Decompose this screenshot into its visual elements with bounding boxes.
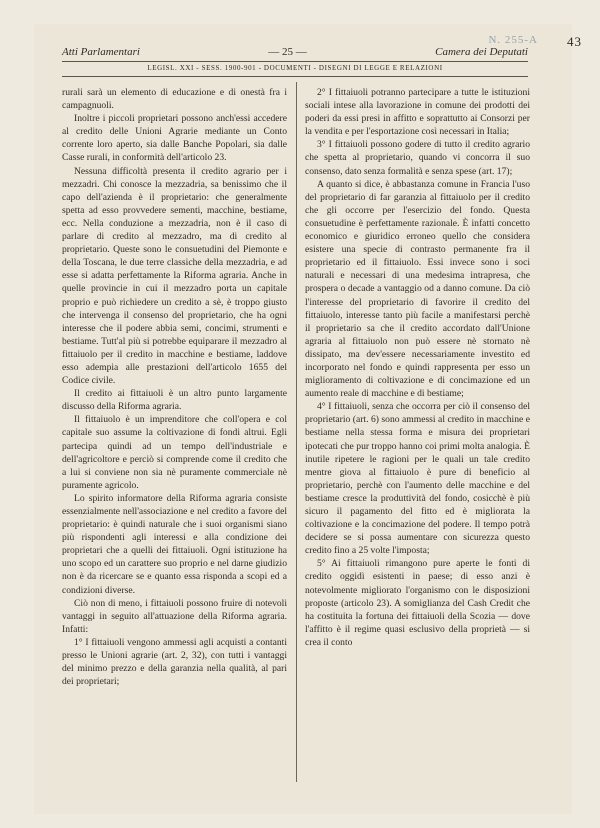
paragraph: A quanto si dice, è abbastanza comune in Francia l'uso del proprietario di far garanzia al fittaiuolo per il credito che gli occorre per l'esercizio del fondo. Questa consuetudine è perfettamente razionale. È infatti concetto economico e giuridico erroneo quello che considera esistere una specie di contrasto permanente fra il proprietario ed il fittaiuolo. Essi invece sono i soci naturali e necessari di una medesima intrapresa, che prospera o decade a vantaggio od a danno comune. Da ciò l'interesse del proprietario di favorire il credito del fittaiuolo, interesse tanto più facile a manifestarsi perchè il proprietario sa che il credito accordato dall'Unione agraria al fittaiuolo non può essere nè stornato nè dissipato, ma dev'essere necessariamente investito ed incorporato nel fondo e quindi rappresenta per esso un miglioramento di coltivazione e di concimazione ed un aumento reale di macchine e di bestiame;: [305, 178, 530, 400]
paragraph: 2° I fittaiuoli potranno partecipare a tutte le istituzioni sociali intese alla lavorazione in comune dei prodotti dei poderi da essi presi in affitto e soprattutto ai Consorzi per la vendita e per l'esportazione così necessari in Italia;: [305, 87, 530, 138]
header-subtitle: LEGISL. XXI - SESS. 1900-901 - DOCUMENTI - DISEGNI DI LEGGE E RELAZIONI: [147, 64, 443, 72]
paragraph: 4° I fittaiuoli, senza che occorra per ciò il consenso del proprietario (art. 6) sono ammessi al credito in macchine e bestiame nella stessa forma e misura dei proprietari ipotecati che pur troppo hanno coi primi molta analogia. È inutile ripetere le ragioni per le quali un tale credito mentre giova al fittaiuolo è pure di beneficio al proprietario, perchè con l'aumento delle macchine e del bestiame cresce la produttività del fondo, cosicchè è più sicuro il pagamento del fitto ed è migliorata la coltivazione e la concimazione del podere. Il tempo potrà decidere se si possa aumentare con sicurezza questo credito fino a 25 volte l'imposta;: [305, 401, 530, 557]
right-column: [305, 86, 530, 649]
paragraph: Inoltre i piccoli proprietari possono anch'essi accedere al credito delle Unioni Agrarie mediante un Conto corrente loro aperto, sia dalle Banche Popolari, sia dalle Casse rurali, in conformità dell'articolo 23.: [62, 113, 287, 164]
header-right: Camera dei Deputati: [435, 46, 528, 58]
paragraph: Il fittaiuolo è un imprenditore che coll'opera e col capitale suo assume la coltivazione di fondi altrui. Egli partecipa quindi ad un tempo dell'industriale e dell'agricoltore e perciò si comprende come il credito che a lui si conviene non sia nè puramente commerciale nè puramente agricolo.: [62, 414, 287, 491]
paragraph: 1° I fittaiuoli vengono ammessi agli acquisti a contanti presso le Unioni agrarie (art. 2, 32), con tutti i vantaggi del minimo prezzo e della garanzia nella qualità, al pari dei proprietari;: [62, 636, 287, 688]
paragraph: rurali sarà un elemento di educazione e di onestà fra i campagnuoli.: [62, 87, 287, 112]
header-rule-top: [62, 61, 528, 62]
running-header: [62, 46, 528, 58]
left-column: [62, 86, 287, 688]
paragraph: Nessuna difficoltà presenta il credito agrario per i mezzadri. Chi conosce la mezzadria, sa benissimo che il capo dell'azienda è il proprietario: che generalmente spetta ad esso provvedere sementi, macchine, bestiame, ecc. Nella conduzione a mezzadria, non è il caso di parlare di credito al mezzadro, ma di credito al proprietario. Queste sono le consuetudini del Piemonte e della Toscana, le due terre classiche della mezzadria, e ad esse si adatta perfettamente la Riforma agraria. Anche in quelle provincie in cui il mezzadro porta un capitale proprio e può richiedere un credito a sè, è troppo giusto che intervenga il consenso del proprietario, che ha ogni interesse che il podere abbia semi, concimi, strumenti e bestiame. Tutt'al più si potrebbe equiparare il mezzadro al fittaiuolo per il credito in macchine e bestiame, laddove esso adempia alle prestazioni dell'articolo 1655 del Codice civile.: [62, 165, 287, 387]
header-rule-bottom: [62, 76, 528, 77]
paragraph: Ciò non di meno, i fittaiuoli possono fruire di notevoli vantaggi in seguito all'attuazione della Riforma agraria. Infatti:: [62, 597, 287, 635]
paragraph: Il credito ai fittaiuoli è un altro punto largamente discusso della Riforma agraria.: [62, 388, 287, 413]
paragraph: Lo spirito informatore della Riforma agraria consiste essenzialmente nell'associazione e nel credito a favore del proprietario: è quindi naturale che i suoi organismi siano più rispondenti agli interessi e alla condizione dei proprietari che a quelli dei fittaiuoli. Ogni istituzione ha uno scopo ed un carattere suo proprio e nel darne giudizio non è da ricercare se e quanto essa risponda a scopi ed a condizioni diverse.: [62, 492, 287, 596]
paragraph: 3° I fittaiuoli possono godere di tutto il credito agrario che spetta al proprietario, quando vi concorra il suo consenso, dato senza formalità e senza spese (art. 17);: [305, 139, 530, 177]
header-page-number: — 25 —: [268, 46, 307, 58]
paragraph: 5° Ai fittaiuoli rimangono pure aperte le fonti di credito oggidì esistenti in paese; di esso anzi è notevolmente migliorato l'organismo con le disposizioni proposte (articolo 23). A somiglianza del Cash Credit che ha costituita la fortuna dei fittaiuoli della Scozia — dove l'affitto è il regime quasi esclusivo della proprietà — si crea il conto: [305, 558, 530, 648]
document-stamp: N. 255-A: [488, 34, 538, 46]
archive-page-number: 43: [567, 34, 582, 49]
column-divider: [296, 82, 297, 782]
header-left: Atti Parlamentari: [62, 46, 140, 58]
